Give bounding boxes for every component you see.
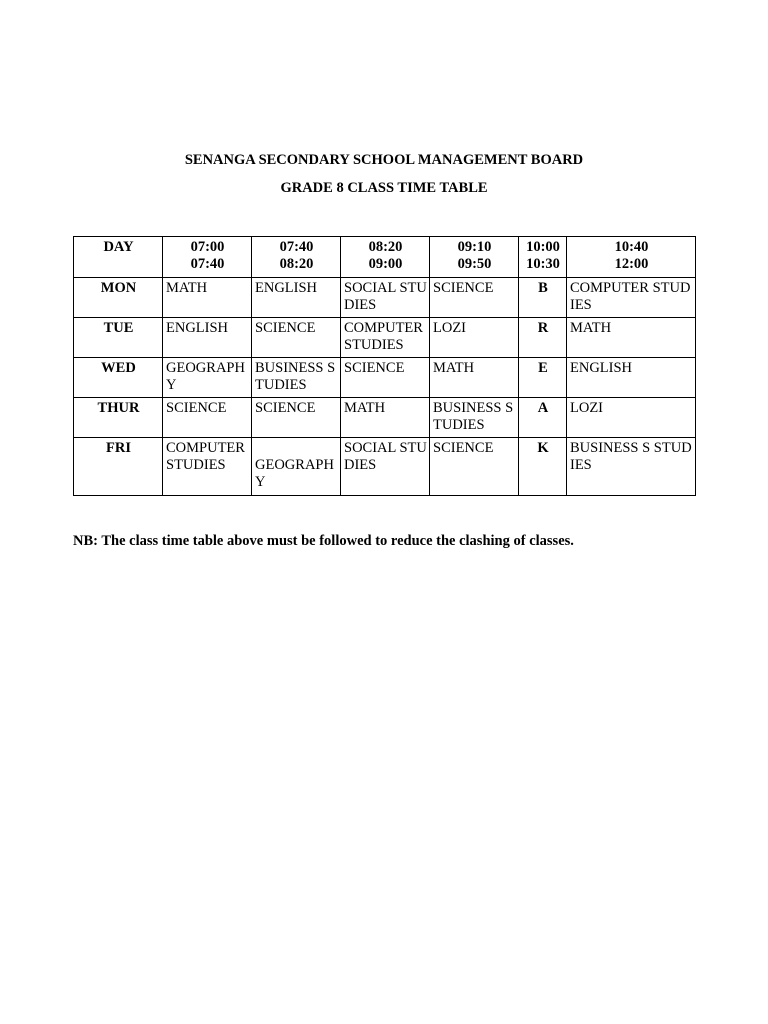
table-row-mon xyxy=(74,278,696,318)
period-end: 07:40 xyxy=(190,256,225,272)
subject-cell: MATH xyxy=(341,398,430,438)
break-letter-cell: A xyxy=(519,398,567,438)
table-row-fri xyxy=(74,438,696,496)
cell-spacer xyxy=(255,440,338,457)
header-day: DAY xyxy=(74,237,163,278)
subject-cell: ENGLISH xyxy=(252,278,341,318)
break-letter-cell: K xyxy=(519,438,567,496)
period-end: 09:50 xyxy=(457,256,492,272)
subject-cell: LOZI xyxy=(567,398,696,438)
header-period-6 xyxy=(567,237,696,278)
day-cell: FRI xyxy=(74,438,163,496)
header-period-break xyxy=(519,237,567,278)
subject-cell xyxy=(252,438,341,496)
day-cell: THUR xyxy=(74,398,163,438)
table-row-thur xyxy=(74,398,696,438)
subject-cell: LOZI xyxy=(430,318,519,358)
period-start: 07:00 xyxy=(190,239,225,255)
period-end: 10:30 xyxy=(526,256,560,272)
subject-cell: SOCIAL STUDIES xyxy=(341,278,430,318)
subject-cell: MATH xyxy=(567,318,696,358)
day-cell: TUE xyxy=(74,318,163,358)
subject-cell: COMPUTER STUDIES xyxy=(341,318,430,358)
period-start: 10:00 xyxy=(526,239,560,255)
subject-cell: BUSINESS S STUDIES xyxy=(567,438,696,496)
footnote: NB: The class time table above must be followed to reduce the clashing of classes. xyxy=(73,533,574,549)
day-cell: WED xyxy=(74,358,163,398)
subject-cell: SCIENCE xyxy=(252,398,341,438)
subject-cell: COMPUTER STUDIES xyxy=(567,278,696,318)
break-letter-cell: R xyxy=(519,318,567,358)
table-row-tue xyxy=(74,318,696,358)
period-start: 09:10 xyxy=(457,239,492,255)
day-cell: MON xyxy=(74,278,163,318)
header-period-2 xyxy=(252,237,341,278)
subject-cell: MATH xyxy=(163,278,252,318)
subject-cell: COMPUTER STUDIES xyxy=(163,438,252,496)
timetable xyxy=(73,236,696,496)
page-subtitle: GRADE 8 CLASS TIME TABLE xyxy=(280,180,488,196)
period-start: 07:40 xyxy=(279,239,314,255)
subject-cell: ENGLISH xyxy=(567,358,696,398)
header-period-3 xyxy=(341,237,430,278)
subject-cell: BUSINESS STUDIES xyxy=(252,358,341,398)
period-end: 12:00 xyxy=(614,256,649,272)
subject-cell: SCIENCE xyxy=(430,438,519,496)
subject-cell: SCIENCE xyxy=(430,278,519,318)
header-row xyxy=(74,237,696,278)
header-period-4 xyxy=(430,237,519,278)
subject-cell: BUSINESS STUDIES xyxy=(430,398,519,438)
subject-cell: SCIENCE xyxy=(163,398,252,438)
period-end: 09:00 xyxy=(368,256,403,272)
header-period-1 xyxy=(163,237,252,278)
break-letter-cell: B xyxy=(519,278,567,318)
table-row-wed xyxy=(74,358,696,398)
page-title: SENANGA SECONDARY SCHOOL MANAGEMENT BOARD xyxy=(184,152,584,168)
subject-cell: ENGLISH xyxy=(163,318,252,358)
subject-cell: SCIENCE xyxy=(341,358,430,398)
subject-cell: GEOGRAPHY xyxy=(163,358,252,398)
period-end: 08:20 xyxy=(279,256,314,272)
subject-cell: MATH xyxy=(430,358,519,398)
subject-cell: SCIENCE xyxy=(252,318,341,358)
period-start: 08:20 xyxy=(368,239,403,255)
period-start: 10:40 xyxy=(614,239,649,255)
break-letter-cell: E xyxy=(519,358,567,398)
subject-cell: SOCIAL STUDIES xyxy=(341,438,430,496)
subject-text: GEOGRAPHY xyxy=(255,457,334,490)
